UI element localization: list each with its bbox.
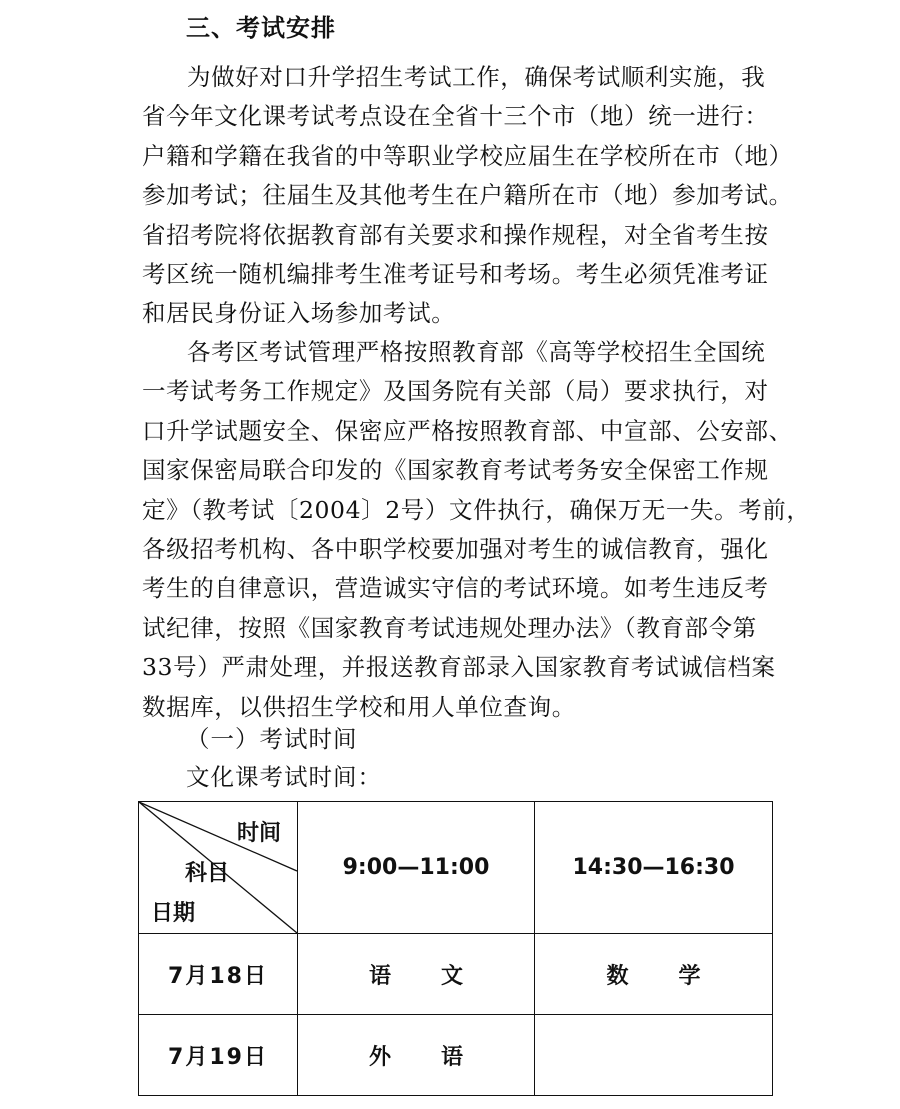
row-date-cell: 7月18日	[139, 934, 298, 1015]
paragraph-exam-management	[142, 333, 811, 727]
section-heading: 三、考试安排	[186, 14, 336, 42]
row-morning-cell	[298, 934, 535, 1015]
paragraph-line: 和居民身份证入场参加考试。	[142, 299, 456, 328]
table-title: 文化课考试时间：	[186, 763, 382, 791]
subject-text: 外语	[368, 1044, 513, 1070]
paragraph-line: 定》（教考试〔2004〕2号）文件执行，确保万无一失。考前，	[142, 495, 811, 524]
subheading-exam-time: （一）考试时间	[186, 725, 358, 753]
paragraph-line: 试纪律，按照《国家教育考试违规处理办法》（教育部令第	[142, 613, 757, 642]
subject-text: 语文	[368, 963, 513, 989]
row-morning-cell	[298, 1015, 535, 1096]
paragraph-line: 国家保密局联合印发的《国家教育考试考务安全保密工作规	[142, 456, 769, 485]
paragraph-line: 考生的自律意识，营造诚实守信的考试环境。如考生违反考	[142, 574, 769, 603]
row-afternoon-cell	[535, 1015, 773, 1096]
paragraph-line: 数据库，以供招生学校和用人单位查询。	[142, 692, 576, 721]
paragraph-line: 户籍和学籍在我省的中等职业学校应届生在学校所在市（地）	[142, 141, 793, 170]
paragraph-line: 一考试考务工作规定》及国务院有关部（局）要求执行，对	[142, 377, 769, 406]
header-time-label: 时间	[236, 821, 281, 846]
paragraph-line: 省今年文化课考试考点设在全省十三个市（地）统一进行：	[142, 102, 769, 131]
paragraph-line: 各考区考试管理严格按照教育部《高等学校招生全国统	[187, 338, 766, 366]
subject-text	[629, 1043, 679, 1068]
exam-schedule-table	[138, 801, 773, 1096]
table-row	[139, 934, 773, 1015]
header-morning-slot: 9:00—11:00	[298, 802, 535, 934]
paragraph-line: 33号）严肃处理，并报送教育部录入国家教育考试诚信档案	[142, 653, 776, 682]
paragraph-line: 各级招考机构、各中职学校要加强对考生的诚信教育，强化	[142, 534, 769, 563]
header-date-label: 日期	[151, 901, 196, 926]
paragraph-line: 参加考试；往届生及其他考生在户籍所在市（地）参加考试。	[142, 181, 793, 210]
paragraph-line: 省招考院将依据教育部有关要求和操作规程，对全省考生按	[142, 220, 769, 249]
paragraph-line: 口升学试题安全、保密应严格按照教育部、中宣部、公安部、	[142, 416, 793, 445]
diagonal-header-cell	[139, 802, 298, 934]
paragraph-line: 为做好对口升学招生考试工作，确保考试顺利实施，我	[187, 63, 766, 91]
paragraph-exam-venues	[142, 58, 793, 334]
subject-text: 数学	[606, 963, 751, 989]
table-row	[139, 1015, 773, 1096]
paragraph-line: 考区统一随机编排考生准考证号和考场。考生必须凭准考证	[142, 259, 769, 288]
row-date-cell: 7月19日	[139, 1015, 298, 1096]
row-afternoon-cell	[535, 934, 773, 1015]
header-subject-label: 科目	[185, 861, 230, 886]
table-header-row	[139, 802, 773, 934]
header-afternoon-slot: 14:30—16:30	[535, 802, 773, 934]
